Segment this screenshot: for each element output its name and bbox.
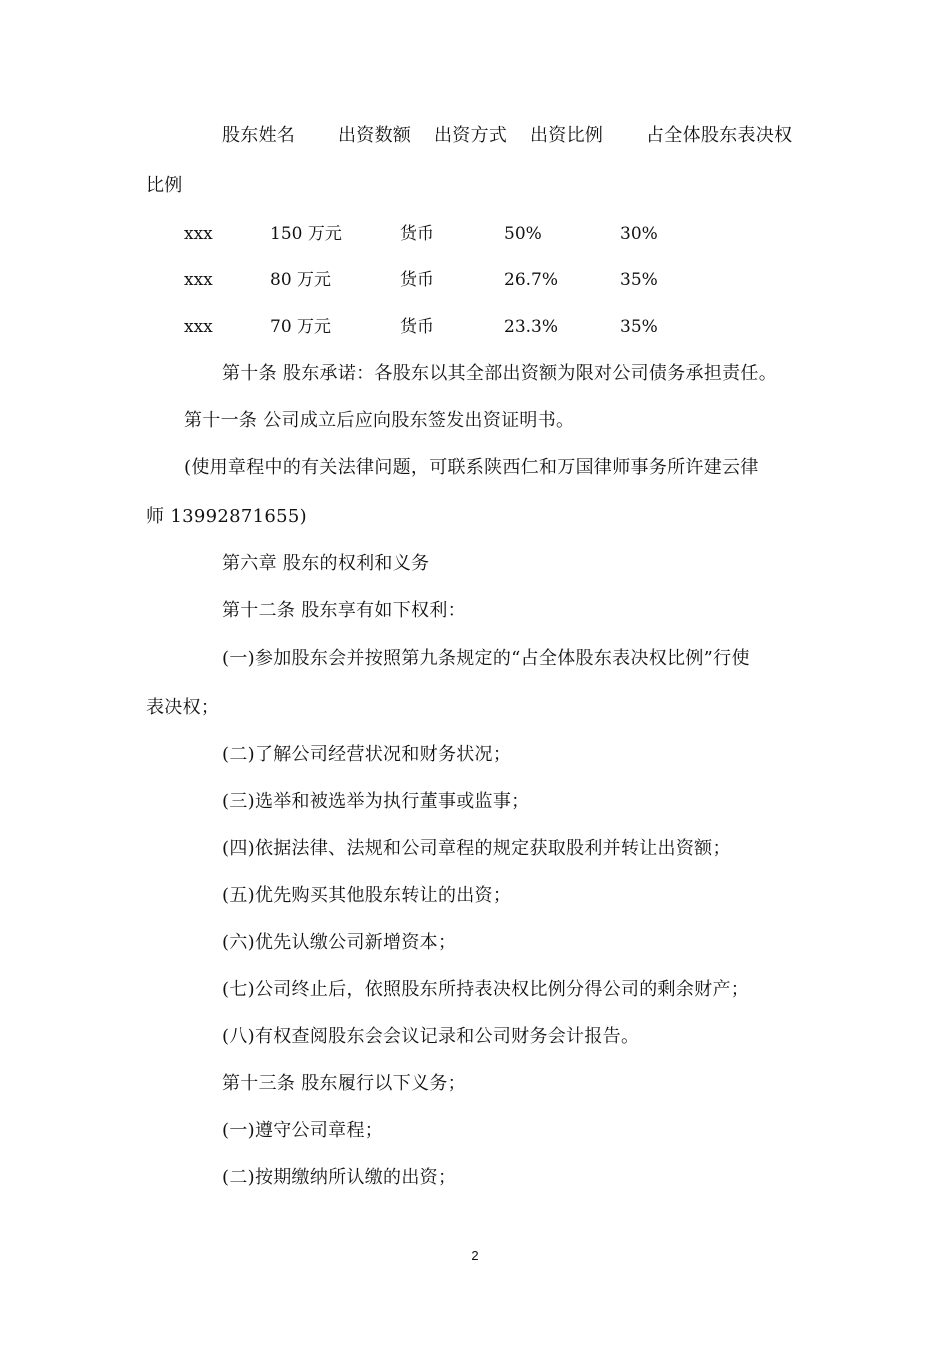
article-11: 第十一条 公司成立后应向股东签发出资证明书。 <box>184 410 575 431</box>
cell-method: 货币 <box>400 224 434 244</box>
duty-1: (一)遵守公司章程； <box>222 1120 384 1141</box>
cell-ratio: 23.3% <box>504 317 559 337</box>
legal-note-cont: 师 13992871655) <box>146 506 307 527</box>
article-10: 第十条 股东承诺：各股东以其全部出资额为限对公司债务承担责任。 <box>222 363 778 384</box>
header-contribution-method: 出资方式 <box>434 125 508 146</box>
right-4: (四)依据法律、法规和公司章程的规定获取股利并转让出资额； <box>222 838 731 859</box>
page-number: 2 <box>471 1248 479 1263</box>
cell-name: xxx <box>184 224 213 244</box>
cell-ratio: 50% <box>504 224 542 244</box>
right-7: (七)公司终止后，依照股东所持表决权比例分得公司的剩余财产； <box>222 979 750 1000</box>
cell-name: xxx <box>184 270 213 290</box>
header-contribution-ratio: 出资比例 <box>530 125 604 146</box>
article-12: 第十二条 股东享有如下权利： <box>222 600 466 621</box>
cell-vote: 30% <box>620 224 658 244</box>
header-contribution-amount: 出资数额 <box>338 125 412 146</box>
cell-method: 货币 <box>400 270 434 290</box>
cell-amount: 80 万元 <box>270 270 332 290</box>
right-6: (六)优先认缴公司新增资本； <box>222 932 457 953</box>
cell-method: 货币 <box>400 317 434 337</box>
header-voting-ratio-wrap: 比例 <box>146 175 183 196</box>
right-1: (一)参加股东会并按照第九条规定的“占全体股东表决权比例”行使 <box>222 648 750 669</box>
chapter-6-title: 第六章 股东的权利和义务 <box>222 553 430 574</box>
cell-vote: 35% <box>620 270 658 290</box>
cell-amount: 150 万元 <box>270 224 342 244</box>
article-13: 第十三条 股东履行以下义务； <box>222 1073 466 1094</box>
cell-vote: 35% <box>620 317 658 337</box>
right-2: (二)了解公司经营状况和财务状况； <box>222 744 512 765</box>
right-5: (五)优先购买其他股东转让的出资； <box>222 885 512 906</box>
legal-note: (使用章程中的有关法律问题，可联系陕西仁和万国律师事务所许建云律 <box>184 457 759 478</box>
header-shareholder-name: 股东姓名 <box>222 125 296 146</box>
header-voting-ratio: 占全体股东表决权 <box>646 125 793 146</box>
right-3: (三)选举和被选举为执行董事或监事； <box>222 791 530 812</box>
cell-name: xxx <box>184 317 213 337</box>
right-1-cont: 表决权； <box>146 697 220 718</box>
duty-2: (二)按期缴纳所认缴的出资； <box>222 1167 457 1188</box>
cell-ratio: 26.7% <box>504 270 559 290</box>
cell-amount: 70 万元 <box>270 317 332 337</box>
right-8: (八)有权查阅股东会会议记录和公司财务会计报告。 <box>222 1026 640 1047</box>
